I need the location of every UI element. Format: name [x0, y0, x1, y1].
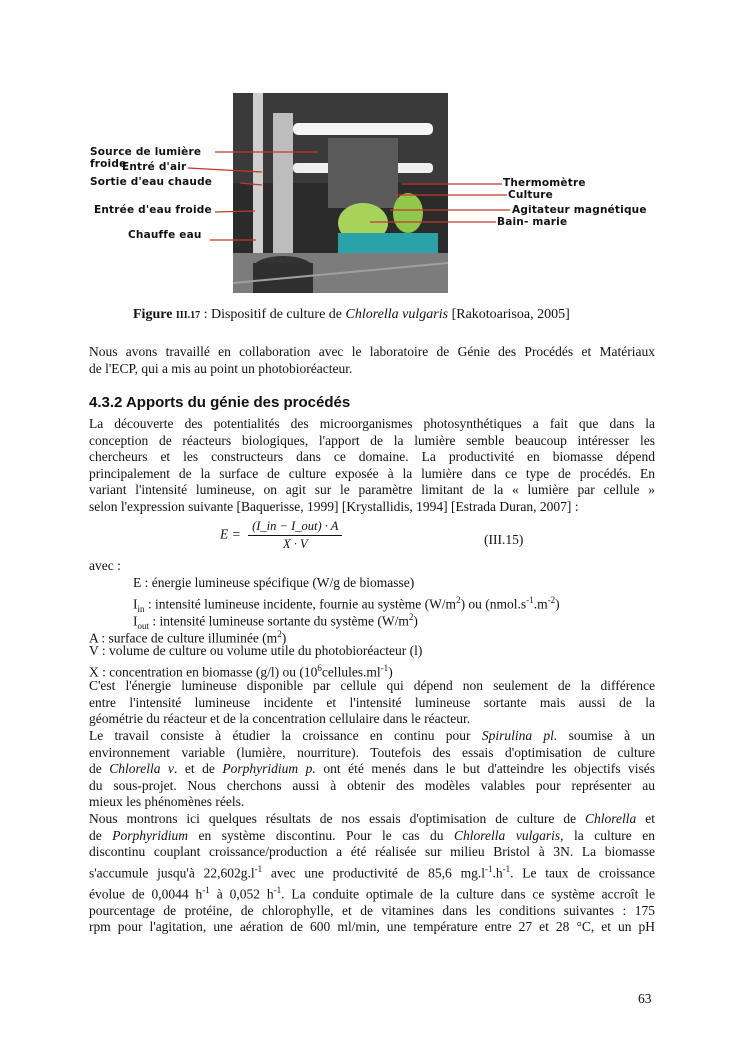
- label-bain-marie: Bain- marie: [497, 216, 568, 228]
- para-line: rpm pour l'agitation, une aération de 600 ml/min, une température entre 27 et 28 °C, et un pH: [89, 919, 655, 934]
- section-heading: 4.3.2 Apports du génie des procédés: [89, 394, 351, 411]
- equation-denominator: X · V: [282, 537, 308, 551]
- paragraph-3: [89, 728, 655, 811]
- apparatus-illustration: [233, 93, 448, 293]
- label-source-lumiere: Source de lumière: [90, 146, 202, 158]
- equation-number: (III.15): [484, 532, 524, 547]
- label-froide: froide: [90, 158, 127, 170]
- label-sortie-eau: Sortie d'eau chaude: [90, 176, 213, 188]
- para-line: Nous montrons ici quelques résultats de nos essais d'optimisation de culture de Chlorella et: [89, 811, 655, 826]
- para-line: La découverte des potentialités des microorganismes photosynthétiques a fait que dans la: [89, 416, 655, 431]
- caption-text: : Dispositif de culture de: [200, 307, 346, 322]
- para-line: pourcentage de protéine, de chlorophylle, et de vitamines dans les conditions suivantes : 175: [89, 902, 655, 918]
- avec-label: avec :: [89, 558, 121, 573]
- equation-fraction: [248, 519, 342, 552]
- label-agitateur: Agitateur magnétique: [512, 204, 647, 216]
- para-line: chercheurs et les constructeurs dans ce domaine. La productivité en biomasse dépend: [89, 449, 655, 464]
- caption-number: III.17: [175, 310, 201, 321]
- para-line: C'est l'énergie lumineuse disponible par cellule qui dépend non seulement de la différence: [89, 678, 655, 693]
- label-entree-air: Entré d'air: [122, 161, 187, 173]
- para-line: de Chlorella v. et de Porphyridium p. ont été menés dans le but d'atteindre les objectifs visés: [89, 761, 656, 776]
- equation-numerator: (I_in − I_out) · A: [248, 519, 342, 536]
- para-line: géométrie du réacteur et de la concentration cellulaire dans le réacteur.: [89, 711, 471, 726]
- intro-line: Nous avons travaillé en collaboration avec le laboratoire de Génie des Procédés et Matériaux: [89, 344, 655, 359]
- def-Iout: $I_{out}$ : intensité lumineuse sortante du système $(W/m^2)$: [133, 612, 418, 632]
- intro-line: de l'ECP, qui a mis au point un photobioréacteur.: [89, 360, 353, 376]
- para-line: Le travail consiste à étudier la croissance en continu pour Spirulina pl. soumise à un: [89, 728, 655, 743]
- equation: [220, 519, 342, 552]
- caption-species: Chlorella vulgaris: [345, 307, 449, 322]
- apparatus-photo: [233, 93, 448, 293]
- para-line: environnement variable (lumière, nourriture). Toutefois des essais d'optimisation de culture: [89, 744, 655, 760]
- figure-caption: [133, 307, 570, 323]
- caption-ref: [Rakotoarisoa, 2005]: [448, 307, 570, 322]
- def-V: V : volume de culture ou volume utile du photobioréacteur (l): [89, 643, 423, 658]
- para-line: du sous-projet. Nous cherchons aussi à obtenir des modèles valables pour représenter au: [89, 777, 655, 793]
- label-chauffe-eau: Chauffe eau: [128, 229, 202, 241]
- para-line: discontinu couplant croissance/production a été réalisée sur milieu Bristol à 3N. La biomasse: [89, 844, 655, 859]
- paragraph-2: [89, 678, 655, 728]
- para-line: selon l'expression suivante [Baquerisse, 1999] [Krystallidis, 1994] [Estrada Duran, 2007] :: [89, 498, 579, 514]
- def-E: E : énergie lumineuse spécifique (W/g de biomasse): [133, 575, 415, 590]
- para-line: entre l'intensité lumineuse incidente et l'intensité lumineuse sortante mais aussi de la: [89, 694, 655, 710]
- para-line: mieux les phénomènes réels.: [89, 794, 245, 809]
- paragraph-4: [89, 811, 655, 936]
- para-line: évolue de 0,0044 $h^{-1}$ à 0,052 $h^{-1}$. La conduite optimale de la culture dans ce système accroît le: [89, 884, 655, 901]
- intro-paragraph: [89, 344, 655, 377]
- def-A: A : surface de culture illuminée $(m^2)$: [89, 629, 287, 646]
- label-culture: Culture: [508, 189, 553, 201]
- para-line: s'accumule jusqu'à $22,602g.l^{-1}$ avec une productivité de 85,6 $mg.l^{-1}.h^{-1}$. Le taux de croissance: [89, 863, 655, 880]
- page-number: 63: [638, 991, 652, 1006]
- label-entree-eau: Entrée d'eau froide: [94, 204, 212, 216]
- para-line: conception de réacteurs biologiques, l'apport de la lumière semble beaucoup intéresser les: [89, 432, 655, 448]
- para-line: principalement de la surface de culture exposée à la lumière dans ce type de procédés. En: [89, 465, 655, 481]
- label-thermometre: Thermomètre: [503, 177, 586, 189]
- para-line: variant l'intensité lumineuse, on agit sur le paramètre limitant de la « lumière par cellule »: [89, 482, 655, 497]
- caption-prefix: Figure: [133, 307, 173, 322]
- def-Iin: $I_{in}$ : intensité lumineuse incidente, fournie au système $(W/m^2)$ ou $(nmol.s^{-1}.m^{-2})$: [133, 595, 560, 615]
- equation-lhs: E =: [220, 526, 241, 542]
- paragraph-1: [89, 416, 655, 515]
- def-X: X : concentration en biomasse (g/l) ou $(10^6cellules.ml^{-1})$: [89, 663, 393, 680]
- para-line: de Porphyridium en système discontinu. Pour le cas du Chlorella vulgaris, la culture en: [89, 827, 655, 843]
